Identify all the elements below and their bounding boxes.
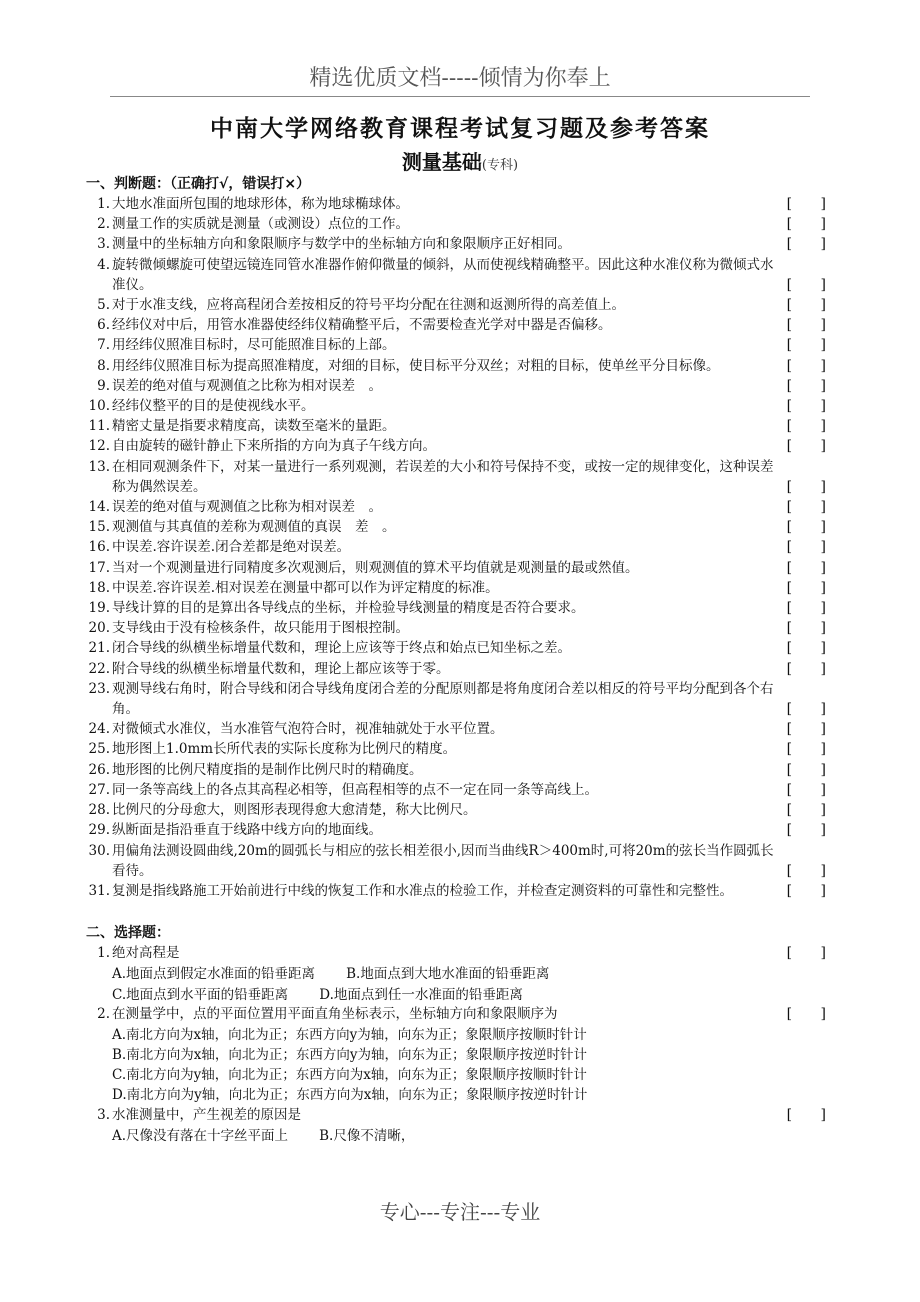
question-number: 30. — [88, 842, 110, 859]
question-item — [86, 578, 830, 598]
answer-bracket[interactable]: [ ] — [786, 721, 826, 738]
option-row — [86, 1064, 830, 1084]
answer-bracket[interactable]: [ ] — [786, 478, 826, 495]
question-item — [86, 558, 830, 578]
question-number: 2. — [97, 1005, 110, 1022]
question-text: 比例尺的分母愈大，则图形表现得愈大愈清楚，称大比例尺。 — [112, 802, 477, 819]
option-c: C.地面点到水平面的铅垂距离 — [112, 986, 289, 1003]
question-text: 旋转微倾螺旋可使望远镜连同管水准器作俯仰微量的倾斜，从而使视线精确整平。因此这种水准仪称为微倾式水准仪。 — [112, 256, 774, 293]
true-false-list — [86, 194, 830, 901]
question-number: 21. — [88, 640, 110, 657]
answer-bracket[interactable]: [ ] — [786, 398, 826, 415]
subtitle-main: 测量基础 — [401, 150, 482, 174]
answer-bracket[interactable]: [ ] — [786, 781, 826, 798]
answer-bracket[interactable]: [ ] — [786, 761, 826, 778]
question-text: 地形图上1.0mm长所代表的实际长度称为比例尺的精度。 — [112, 741, 457, 758]
question-item — [86, 335, 830, 355]
answer-bracket[interactable]: [ ] — [786, 882, 826, 899]
question-number: 28. — [88, 802, 110, 819]
answer-bracket[interactable]: [ ] — [786, 945, 826, 962]
question-text: 地形图的比例尺精度指的是制作比例尺时的精确度。 — [112, 761, 423, 778]
question-item — [86, 376, 830, 396]
question-item — [86, 679, 830, 719]
question-text: 大地水准面所包围的地球形体，称为地球椭球体。 — [112, 196, 409, 212]
question-number: 4. — [97, 256, 110, 273]
answer-bracket[interactable]: [ ] — [786, 862, 826, 879]
question-number: 31. — [88, 882, 110, 899]
question-item — [86, 396, 830, 416]
question-item — [86, 436, 830, 456]
question-number: 1. — [97, 945, 110, 962]
answer-bracket[interactable]: [ ] — [786, 539, 826, 556]
answer-bracket[interactable]: [ ] — [786, 600, 826, 617]
answer-bracket[interactable]: [ ] — [786, 196, 826, 212]
question-text: 绝对高程是 — [112, 945, 180, 962]
answer-bracket[interactable]: [ ] — [786, 377, 826, 394]
question-item — [86, 1105, 830, 1125]
answer-bracket[interactable]: [ ] — [786, 640, 826, 657]
question-number: 3. — [97, 236, 110, 253]
answer-bracket[interactable]: [ ] — [786, 236, 826, 253]
question-text: 用经纬仪照准目标为提高照准精度，对细的目标，使目标平分双丝；对粗的目标，使单丝平分目标像。 — [112, 357, 720, 374]
question-item — [86, 719, 830, 739]
answer-bracket[interactable]: [ ] — [786, 337, 826, 354]
answer-bracket[interactable]: [ ] — [786, 519, 826, 536]
question-number: 9. — [97, 377, 110, 394]
question-number: 23. — [88, 680, 110, 697]
option-a: A.南北方向为x轴，向北为正；东西方向y为轴，向东为正；象限顺序按顺时针计 — [112, 1026, 587, 1043]
question-text: 自由旋转的磁针静止下来所指的方向为真子午线方向。 — [112, 438, 436, 455]
question-number: 17. — [88, 559, 110, 576]
option-b: B.南北方向为x轴，向北为正；东西方向y为轴，向东为正；象限顺序按逆时针计 — [112, 1047, 587, 1064]
question-item — [86, 295, 830, 315]
option-row — [86, 984, 830, 1004]
answer-bracket[interactable]: [ ] — [786, 741, 826, 758]
question-text: 测量工作的实质就是测量（或测设）点位的工作。 — [112, 216, 409, 233]
question-number: 16. — [88, 539, 110, 556]
question-item — [86, 457, 830, 497]
question-item — [86, 881, 830, 901]
answer-bracket[interactable]: [ ] — [786, 701, 826, 718]
question-number: 11. — [88, 418, 110, 435]
question-item — [86, 618, 830, 638]
question-text: 水准测量中，产生视差的原因是 — [112, 1106, 301, 1123]
question-item — [86, 638, 830, 658]
question-number: 18. — [88, 579, 110, 596]
question-item — [86, 739, 830, 759]
question-text: 精密丈量是指要求精度高，读数至毫米的量距。 — [112, 418, 396, 435]
question-item — [86, 315, 830, 335]
answer-bracket[interactable]: [ ] — [786, 276, 826, 293]
question-number: 3. — [97, 1106, 110, 1123]
option-row — [86, 1044, 830, 1064]
exam-content — [86, 174, 830, 1145]
question-text: 复测是指线路施工开始前进行中线的恢复工作和水准点的检验工作，并检查定测资料的可靠性和完整性。 — [112, 882, 733, 899]
question-number: 6. — [97, 317, 110, 334]
answer-bracket[interactable]: [ ] — [786, 418, 826, 435]
question-text: 纵断面是指沿垂直于线路中线方向的地面线。 — [112, 822, 382, 839]
option-row — [86, 1024, 830, 1044]
question-text: 中误差.容许误差.闭合差都是绝对误差。 — [112, 539, 351, 556]
question-text: 闭合导线的纵横坐标增量代数和，理论上应该等于终点和始点已知坐标之差。 — [112, 640, 571, 657]
question-item — [86, 760, 830, 780]
option-a: A.地面点到假定水准面的铅垂距离 — [112, 966, 316, 983]
question-item — [86, 356, 830, 376]
question-number: 15. — [88, 519, 110, 536]
option-row — [86, 1084, 830, 1104]
answer-bracket[interactable]: [ ] — [786, 1005, 826, 1022]
option-a: A.尺像没有落在十字丝平面上 — [112, 1127, 289, 1144]
answer-bracket[interactable]: [ ] — [786, 1106, 826, 1123]
option-c: C.南北方向为y轴，向北为正；东西方向为x轴，向东为正；象限顺序按顺时针计 — [112, 1067, 587, 1084]
section-heading-multiple-choice: 二、选择题： — [86, 925, 170, 942]
question-text: 支导线由于没有检核条件，故只能用于图根控制。 — [112, 620, 409, 637]
answer-bracket[interactable]: [ ] — [786, 357, 826, 374]
answer-bracket[interactable]: [ ] — [786, 297, 826, 314]
answer-bracket[interactable]: [ ] — [786, 579, 826, 596]
question-number: 12. — [88, 438, 110, 455]
question-text: 经纬仪对中后，用管水准器使经纬仪精确整平后，不需要检查光学对中器是否偏移。 — [112, 317, 612, 334]
answer-bracket[interactable]: [ ] — [786, 216, 826, 233]
option-d: D.南北方向为y轴，向北为正；东西方向为x轴，向东为正；象限顺序按逆时针计 — [112, 1087, 588, 1104]
question-number: 19. — [88, 600, 110, 617]
document-subtitle — [0, 146, 920, 175]
section-heading-true-false: 一、判断题：（正确打√，错误打×） — [86, 176, 311, 192]
question-item — [86, 820, 830, 840]
option-b: B.尺像不清晰， — [319, 1127, 415, 1144]
question-number: 14. — [88, 499, 110, 516]
question-text: 对微倾式水准仪，当水准管气泡符合时，视准轴就处于水平位置。 — [112, 721, 504, 738]
question-text: 误差的绝对值与观测值之比称为相对误差 。 — [112, 499, 382, 516]
question-text: 中误差.容许误差.相对误差在测量中都可以作为评定精度的标准。 — [112, 579, 499, 596]
question-text: 当对一个观测量进行同精度多次观测后，则观测值的算术平均值就是观测量的最或然值。 — [112, 559, 639, 576]
question-text: 对于水准支线，应将高程闭合差按相反的符号平均分配在往测和返测所得的高差值上。 — [112, 297, 625, 314]
question-item — [86, 780, 830, 800]
answer-bracket[interactable]: [ ] — [786, 499, 826, 516]
question-number: 5. — [97, 297, 110, 314]
question-text: 附合导线的纵横坐标增量代数和，理论上都应该等于零。 — [112, 660, 450, 677]
question-number: 25. — [88, 741, 110, 758]
question-item — [86, 497, 830, 517]
question-text: 测量中的坐标轴方向和象限顺序与数学中的坐标轴方向和象限顺序正好相同。 — [112, 236, 571, 253]
question-item — [86, 517, 830, 537]
question-number: 13. — [88, 458, 110, 475]
answer-bracket[interactable]: [ ] — [786, 620, 826, 637]
question-item — [86, 800, 830, 820]
question-number: 7. — [97, 337, 110, 354]
question-number: 27. — [88, 781, 110, 798]
question-text: 观测导线右角时，附合导线和闭合导线角度闭合差的分配原则都是将角度闭合差以相反的符号平均分配到各个右角。 — [112, 680, 774, 718]
question-item — [86, 598, 830, 618]
question-item — [86, 943, 830, 963]
question-text: 在相同观测条件下，对某一量进行一系列观测，若误差的大小和符号保持不变，或按一定的规律变化，这种误差称为偶然误差。 — [112, 458, 774, 495]
question-item — [86, 214, 830, 234]
question-number: 2. — [97, 216, 110, 233]
question-number: 10. — [88, 398, 110, 415]
option-b: B.地面点到大地水准面的铅垂距离 — [346, 966, 550, 983]
question-text: 同一条等高线上的各点其高程必相等，但高程相等的点不一定在同一条等高线上。 — [112, 781, 598, 798]
question-item — [86, 537, 830, 557]
subtitle-note: (专科) — [481, 158, 519, 173]
question-number: 20. — [88, 620, 110, 637]
question-number: 26. — [88, 761, 110, 778]
question-text: 误差的绝对值与观测值之比称为相对误差 。 — [112, 377, 382, 394]
option-row — [86, 1125, 830, 1145]
question-item — [86, 255, 830, 295]
question-number: 29. — [88, 822, 110, 839]
question-text: 用偏角法测设圆曲线,20m的圆弧长与相应的弦长相差很小,因而当曲线R＞400m时,可将20m的弦长当作圆弧长看待。 — [112, 842, 774, 879]
question-item — [86, 416, 830, 436]
question-text: 在测量学中，点的平面位置用平面直角坐标表示，坐标轴方向和象限顺序为 — [112, 1005, 558, 1022]
question-text: 用经纬仪照准目标时，尽可能照准目标的上部。 — [112, 337, 396, 354]
page-footer: 专心---专注---专业 — [379, 1200, 541, 1224]
question-text: 观测值与其真值的差称为观测值的真误 差 。 — [112, 519, 396, 536]
answer-bracket[interactable]: [ ] — [786, 559, 826, 576]
question-number: 8. — [97, 357, 110, 374]
option-d: D.地面点到任一水准面的铅垂距离 — [319, 986, 523, 1003]
answer-bracket[interactable]: [ ] — [786, 822, 826, 839]
answer-bracket[interactable]: [ ] — [786, 317, 826, 334]
question-number: 1. — [97, 196, 110, 212]
answer-bracket[interactable]: [ ] — [786, 802, 826, 819]
question-text: 经纬仪整平的目的是使视线水平。 — [112, 398, 315, 415]
question-item — [86, 1004, 830, 1024]
answer-bracket[interactable]: [ ] — [786, 660, 826, 677]
option-row — [86, 963, 830, 983]
question-item — [86, 194, 830, 214]
question-item — [86, 841, 830, 881]
question-item — [86, 234, 830, 254]
question-number: 24. — [88, 721, 110, 738]
document-title: 中南大学网络教育课程考试复习题及参考答案 — [210, 116, 710, 142]
question-text: 导线计算的目的是算出各导线点的坐标，并检验导线测量的精度是否符合要求。 — [112, 600, 585, 617]
answer-bracket[interactable]: [ ] — [786, 438, 826, 455]
question-number: 22. — [88, 660, 110, 677]
question-item — [86, 659, 830, 679]
page-header: 精选优质文档-----倾情为你奉上 — [110, 62, 810, 97]
